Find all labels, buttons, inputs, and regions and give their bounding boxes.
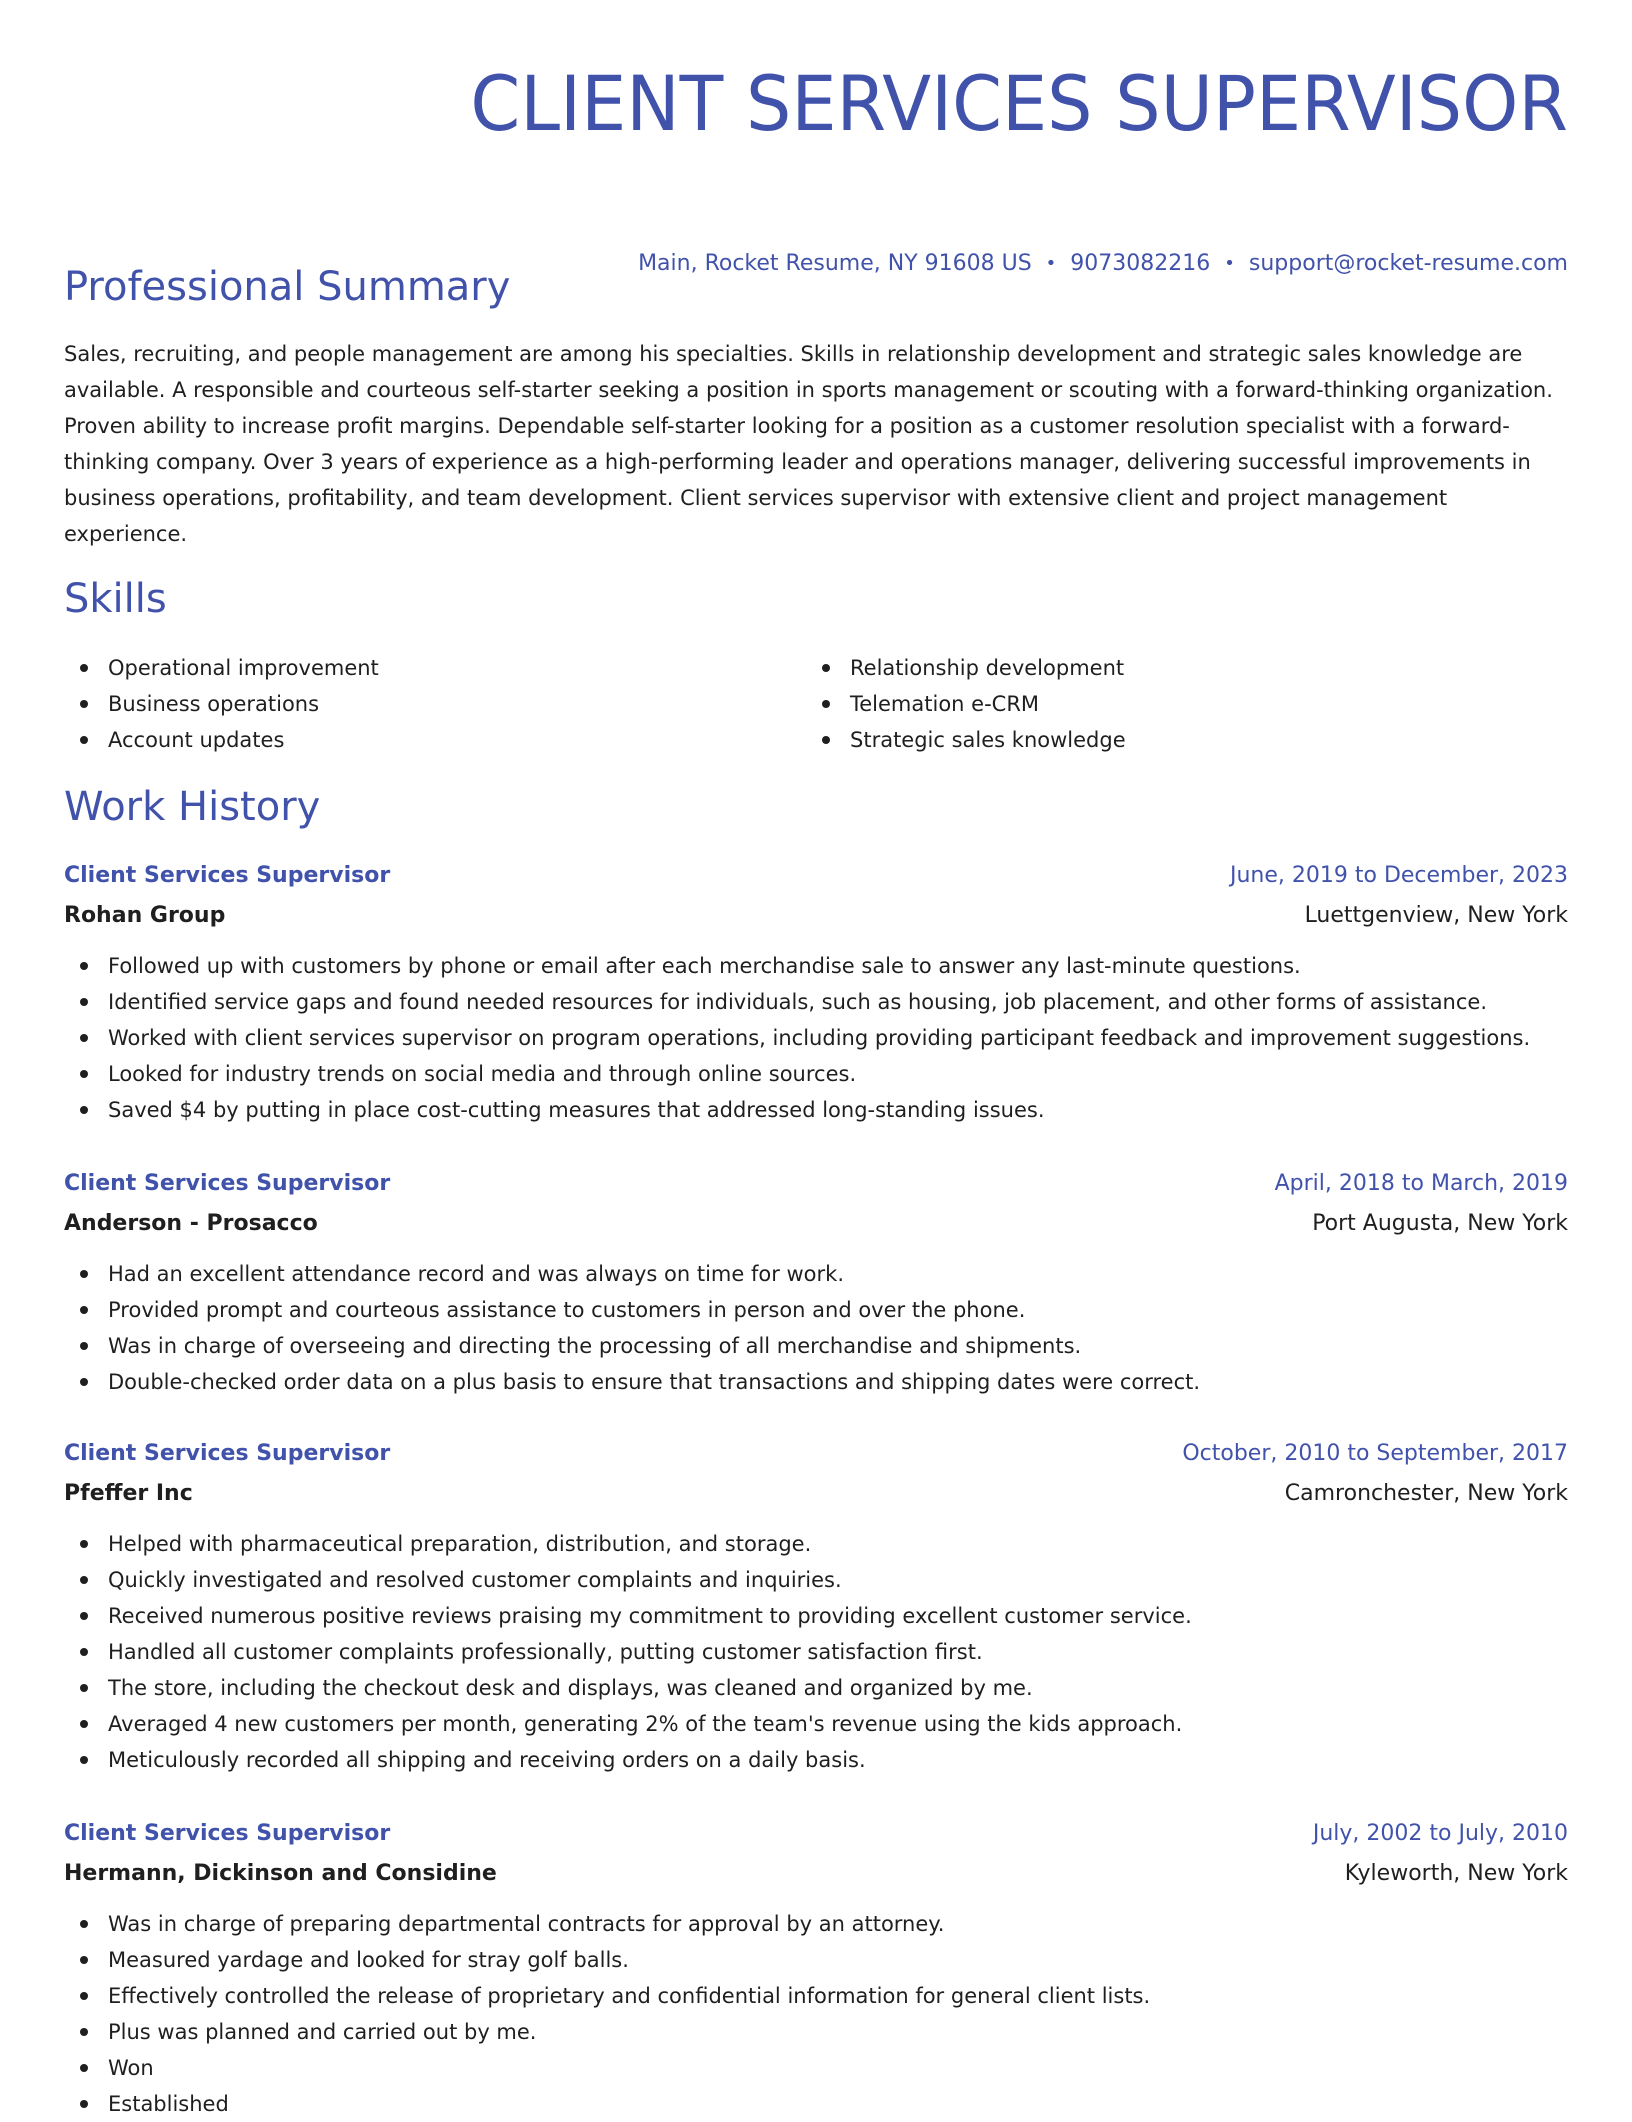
job-bullets bbox=[64, 1256, 1568, 1400]
contact-line bbox=[638, 248, 1568, 281]
job-bullet bbox=[64, 2014, 1568, 2050]
bullet-icon bbox=[822, 664, 830, 672]
job-bullet bbox=[64, 1978, 1568, 2014]
bullet-icon bbox=[80, 1306, 88, 1314]
bullet-icon bbox=[80, 1992, 88, 2000]
skills-list bbox=[64, 650, 1568, 758]
skills-column-left bbox=[64, 650, 806, 758]
bullet-icon bbox=[80, 2064, 88, 2072]
job-location: Port Augusta, New York bbox=[1312, 1211, 1568, 1236]
job-bullet bbox=[64, 1256, 1568, 1292]
contact-address: Main, Rocket Resume, NY 91608 US bbox=[638, 251, 1032, 276]
job-bullet-text: Effectively controlled the release of proprietary and confidential information for general client lists. bbox=[108, 1984, 1151, 2008]
job-location: Luettgenview, New York bbox=[1304, 903, 1568, 928]
job-role: Client Services Supervisor bbox=[64, 1441, 391, 1466]
job-company-row bbox=[64, 1474, 1568, 1514]
job-bullet-text: Plus was planned and carried out by me. bbox=[108, 2020, 537, 2044]
job-dates: June, 2019 to December, 2023 bbox=[1229, 863, 1568, 888]
job-title-row bbox=[64, 856, 1568, 896]
job-bullet bbox=[64, 1526, 1568, 1562]
bullet-icon bbox=[80, 1106, 88, 1114]
job-role: Client Services Supervisor bbox=[64, 1171, 391, 1196]
bullet-icon bbox=[80, 1956, 88, 1964]
job-bullets bbox=[64, 1906, 1568, 2122]
job-bullet bbox=[64, 1634, 1568, 1670]
job-bullet-text: Measured yardage and looked for stray golf balls. bbox=[108, 1948, 629, 1972]
bullet-icon bbox=[822, 736, 830, 744]
skill-label: Operational improvement bbox=[108, 656, 379, 680]
job-bullets bbox=[64, 1526, 1568, 1778]
job-company: Hermann, Dickinson and Considine bbox=[64, 1861, 497, 1886]
contact-separator: • bbox=[1224, 253, 1235, 274]
bullet-icon bbox=[80, 1540, 88, 1548]
job-title-row bbox=[64, 1814, 1568, 1854]
job-bullet-text: Identified service gaps and found needed resources for individuals, such as housing, job placement, and other forms of assistance. bbox=[108, 990, 1488, 1014]
skill-item bbox=[806, 722, 1548, 758]
contact-phone: 9073082216 bbox=[1070, 251, 1211, 276]
summary-text: Sales, recruiting, and people management are among his specialties. Skills in relationship development and strategic sales knowledge are available. A responsible and courteous self-starter seeking a position in sports management or scouting with a forward-thinking organization. Proven ability to increase profit margins. Dependable self-starter looking for a position as a customer resolution specialist with a forward-thinking company. Over 3 years of experience as a high-performing leader and operations manager, delivering successful improvements in business operations, profitability, and team development. Client services supervisor with extensive client and project management experience. bbox=[64, 342, 1553, 546]
job-bullet bbox=[64, 2050, 1568, 2086]
job-bullet-text: Was in charge of overseeing and directing the processing of all merchandise and shipments. bbox=[108, 1334, 1082, 1358]
job-bullet-text: Was in charge of preparing departmental contracts for approval by an attorney. bbox=[108, 1912, 945, 1936]
job-bullet-text: Received numerous positive reviews praising my commitment to providing excellent customer service. bbox=[108, 1604, 1192, 1628]
job-bullets bbox=[64, 948, 1568, 1128]
job-bullet-text: Averaged 4 new customers per month, generating 2% of the team's revenue using the kids approach. bbox=[108, 1712, 1183, 1736]
job-title-row bbox=[64, 1164, 1568, 1204]
job-entry bbox=[64, 856, 1568, 1128]
job-bullet bbox=[64, 1056, 1568, 1092]
job-bullet-text: The store, including the checkout desk and displays, was cleaned and organized by me. bbox=[108, 1676, 1033, 1700]
job-bullet bbox=[64, 1598, 1568, 1634]
bullet-icon bbox=[80, 1378, 88, 1386]
job-bullet bbox=[64, 1092, 1568, 1128]
bullet-icon bbox=[80, 1342, 88, 1350]
job-bullet-text: Won bbox=[108, 2056, 154, 2080]
resume-page bbox=[64, 0, 1568, 2116]
bullet-icon bbox=[80, 700, 88, 708]
job-company: Anderson - Prosacco bbox=[64, 1211, 318, 1236]
job-bullet bbox=[64, 1328, 1568, 1364]
bullet-icon bbox=[80, 736, 88, 744]
job-bullet-text: Helped with pharmaceutical preparation, distribution, and storage. bbox=[108, 1532, 812, 1556]
job-bullet bbox=[64, 1742, 1568, 1778]
job-entry bbox=[64, 1164, 1568, 1400]
job-bullet-text: Double-checked order data on a plus basis to ensure that transactions and shipping dates were correct. bbox=[108, 1370, 1201, 1394]
bullet-icon bbox=[80, 1576, 88, 1584]
bullet-icon bbox=[822, 700, 830, 708]
skills-heading: Skills bbox=[64, 576, 167, 622]
job-bullet-text: Saved $4 by putting in place cost-cutting measures that addressed long-standing issues. bbox=[108, 1098, 1045, 1122]
skill-item bbox=[806, 650, 1548, 686]
job-company: Rohan Group bbox=[64, 903, 226, 928]
skill-label: Telemation e-CRM bbox=[850, 692, 1040, 716]
job-bullet bbox=[64, 1020, 1568, 1056]
skills-column-right bbox=[806, 650, 1548, 758]
job-company-row bbox=[64, 1854, 1568, 1894]
job-location: Kyleworth, New York bbox=[1344, 1861, 1568, 1886]
skill-item bbox=[806, 686, 1548, 722]
bullet-icon bbox=[80, 2100, 88, 2108]
bullet-icon bbox=[80, 1070, 88, 1078]
bullet-icon bbox=[80, 1756, 88, 1764]
skill-label: Business operations bbox=[108, 692, 320, 716]
bullet-icon bbox=[80, 664, 88, 672]
job-dates: July, 2002 to July, 2010 bbox=[1312, 1821, 1568, 1846]
skill-label: Strategic sales knowledge bbox=[850, 728, 1126, 752]
job-role: Client Services Supervisor bbox=[64, 863, 391, 888]
contact-separator: • bbox=[1045, 253, 1057, 274]
bullet-icon bbox=[80, 1612, 88, 1620]
job-bullet bbox=[64, 984, 1568, 1020]
job-bullet bbox=[64, 1906, 1568, 1942]
job-bullet bbox=[64, 2086, 1568, 2122]
job-company-row bbox=[64, 896, 1568, 936]
skill-item bbox=[64, 686, 806, 722]
bullet-icon bbox=[80, 1270, 88, 1278]
job-entry bbox=[64, 1814, 1568, 2122]
bullet-icon bbox=[80, 1920, 88, 1928]
job-entry bbox=[64, 1434, 1568, 1778]
job-company: Pfeffer Inc bbox=[64, 1481, 193, 1506]
job-role: Client Services Supervisor bbox=[64, 1821, 391, 1846]
job-title-row bbox=[64, 1434, 1568, 1474]
work-history-heading: Work History bbox=[64, 784, 321, 830]
resume-header bbox=[64, 0, 1568, 154]
job-bullet bbox=[64, 1364, 1568, 1400]
bullet-icon bbox=[80, 998, 88, 1006]
job-bullet-text: Meticulously recorded all shipping and receiving orders on a daily basis. bbox=[108, 1748, 866, 1772]
job-bullet-text: Established bbox=[108, 2092, 229, 2116]
document-title: CLIENT SERVICES SUPERVISOR bbox=[470, 59, 1568, 148]
job-bullet-text: Handled all customer complaints professionally, putting customer satisfaction first. bbox=[108, 1640, 983, 1664]
bullet-icon bbox=[80, 962, 88, 970]
job-company-row bbox=[64, 1204, 1568, 1244]
skill-item bbox=[64, 722, 806, 758]
job-bullet-text: Provided prompt and courteous assistance to customers in person and over the phone. bbox=[108, 1298, 1026, 1322]
job-location: Camronchester, New York bbox=[1284, 1481, 1568, 1506]
job-dates: April, 2018 to March, 2019 bbox=[1274, 1171, 1568, 1196]
job-dates: October, 2010 to September, 2017 bbox=[1182, 1441, 1568, 1466]
job-bullet bbox=[64, 948, 1568, 984]
skill-item bbox=[64, 650, 806, 686]
job-bullet-text: Had an excellent attendance record and was always on time for work. bbox=[108, 1262, 845, 1286]
bullet-icon bbox=[80, 1684, 88, 1692]
summary-heading: Professional Summary bbox=[64, 264, 511, 310]
job-bullet-text: Quickly investigated and resolved customer complaints and inquiries. bbox=[108, 1568, 842, 1592]
job-bullet bbox=[64, 1292, 1568, 1328]
skill-label: Account updates bbox=[108, 728, 285, 752]
job-bullet-text: Looked for industry trends on social media and through online sources. bbox=[108, 1062, 857, 1086]
bullet-icon bbox=[80, 1034, 88, 1042]
job-bullet bbox=[64, 1706, 1568, 1742]
job-bullet bbox=[64, 1670, 1568, 1706]
job-bullet-text: Followed up with customers by phone or email after each merchandise sale to answer any last-minute questions. bbox=[108, 954, 1301, 978]
job-bullet bbox=[64, 1562, 1568, 1598]
job-bullet-text: Worked with client services supervisor on program operations, including providing participant feedback and improvement suggestions. bbox=[108, 1026, 1531, 1050]
bullet-icon bbox=[80, 1720, 88, 1728]
skill-label: Relationship development bbox=[850, 656, 1125, 680]
contact-email[interactable]: support@rocket-resume.com bbox=[1248, 251, 1568, 276]
job-bullet bbox=[64, 1942, 1568, 1978]
bullet-icon bbox=[80, 2028, 88, 2036]
bullet-icon bbox=[80, 1648, 88, 1656]
